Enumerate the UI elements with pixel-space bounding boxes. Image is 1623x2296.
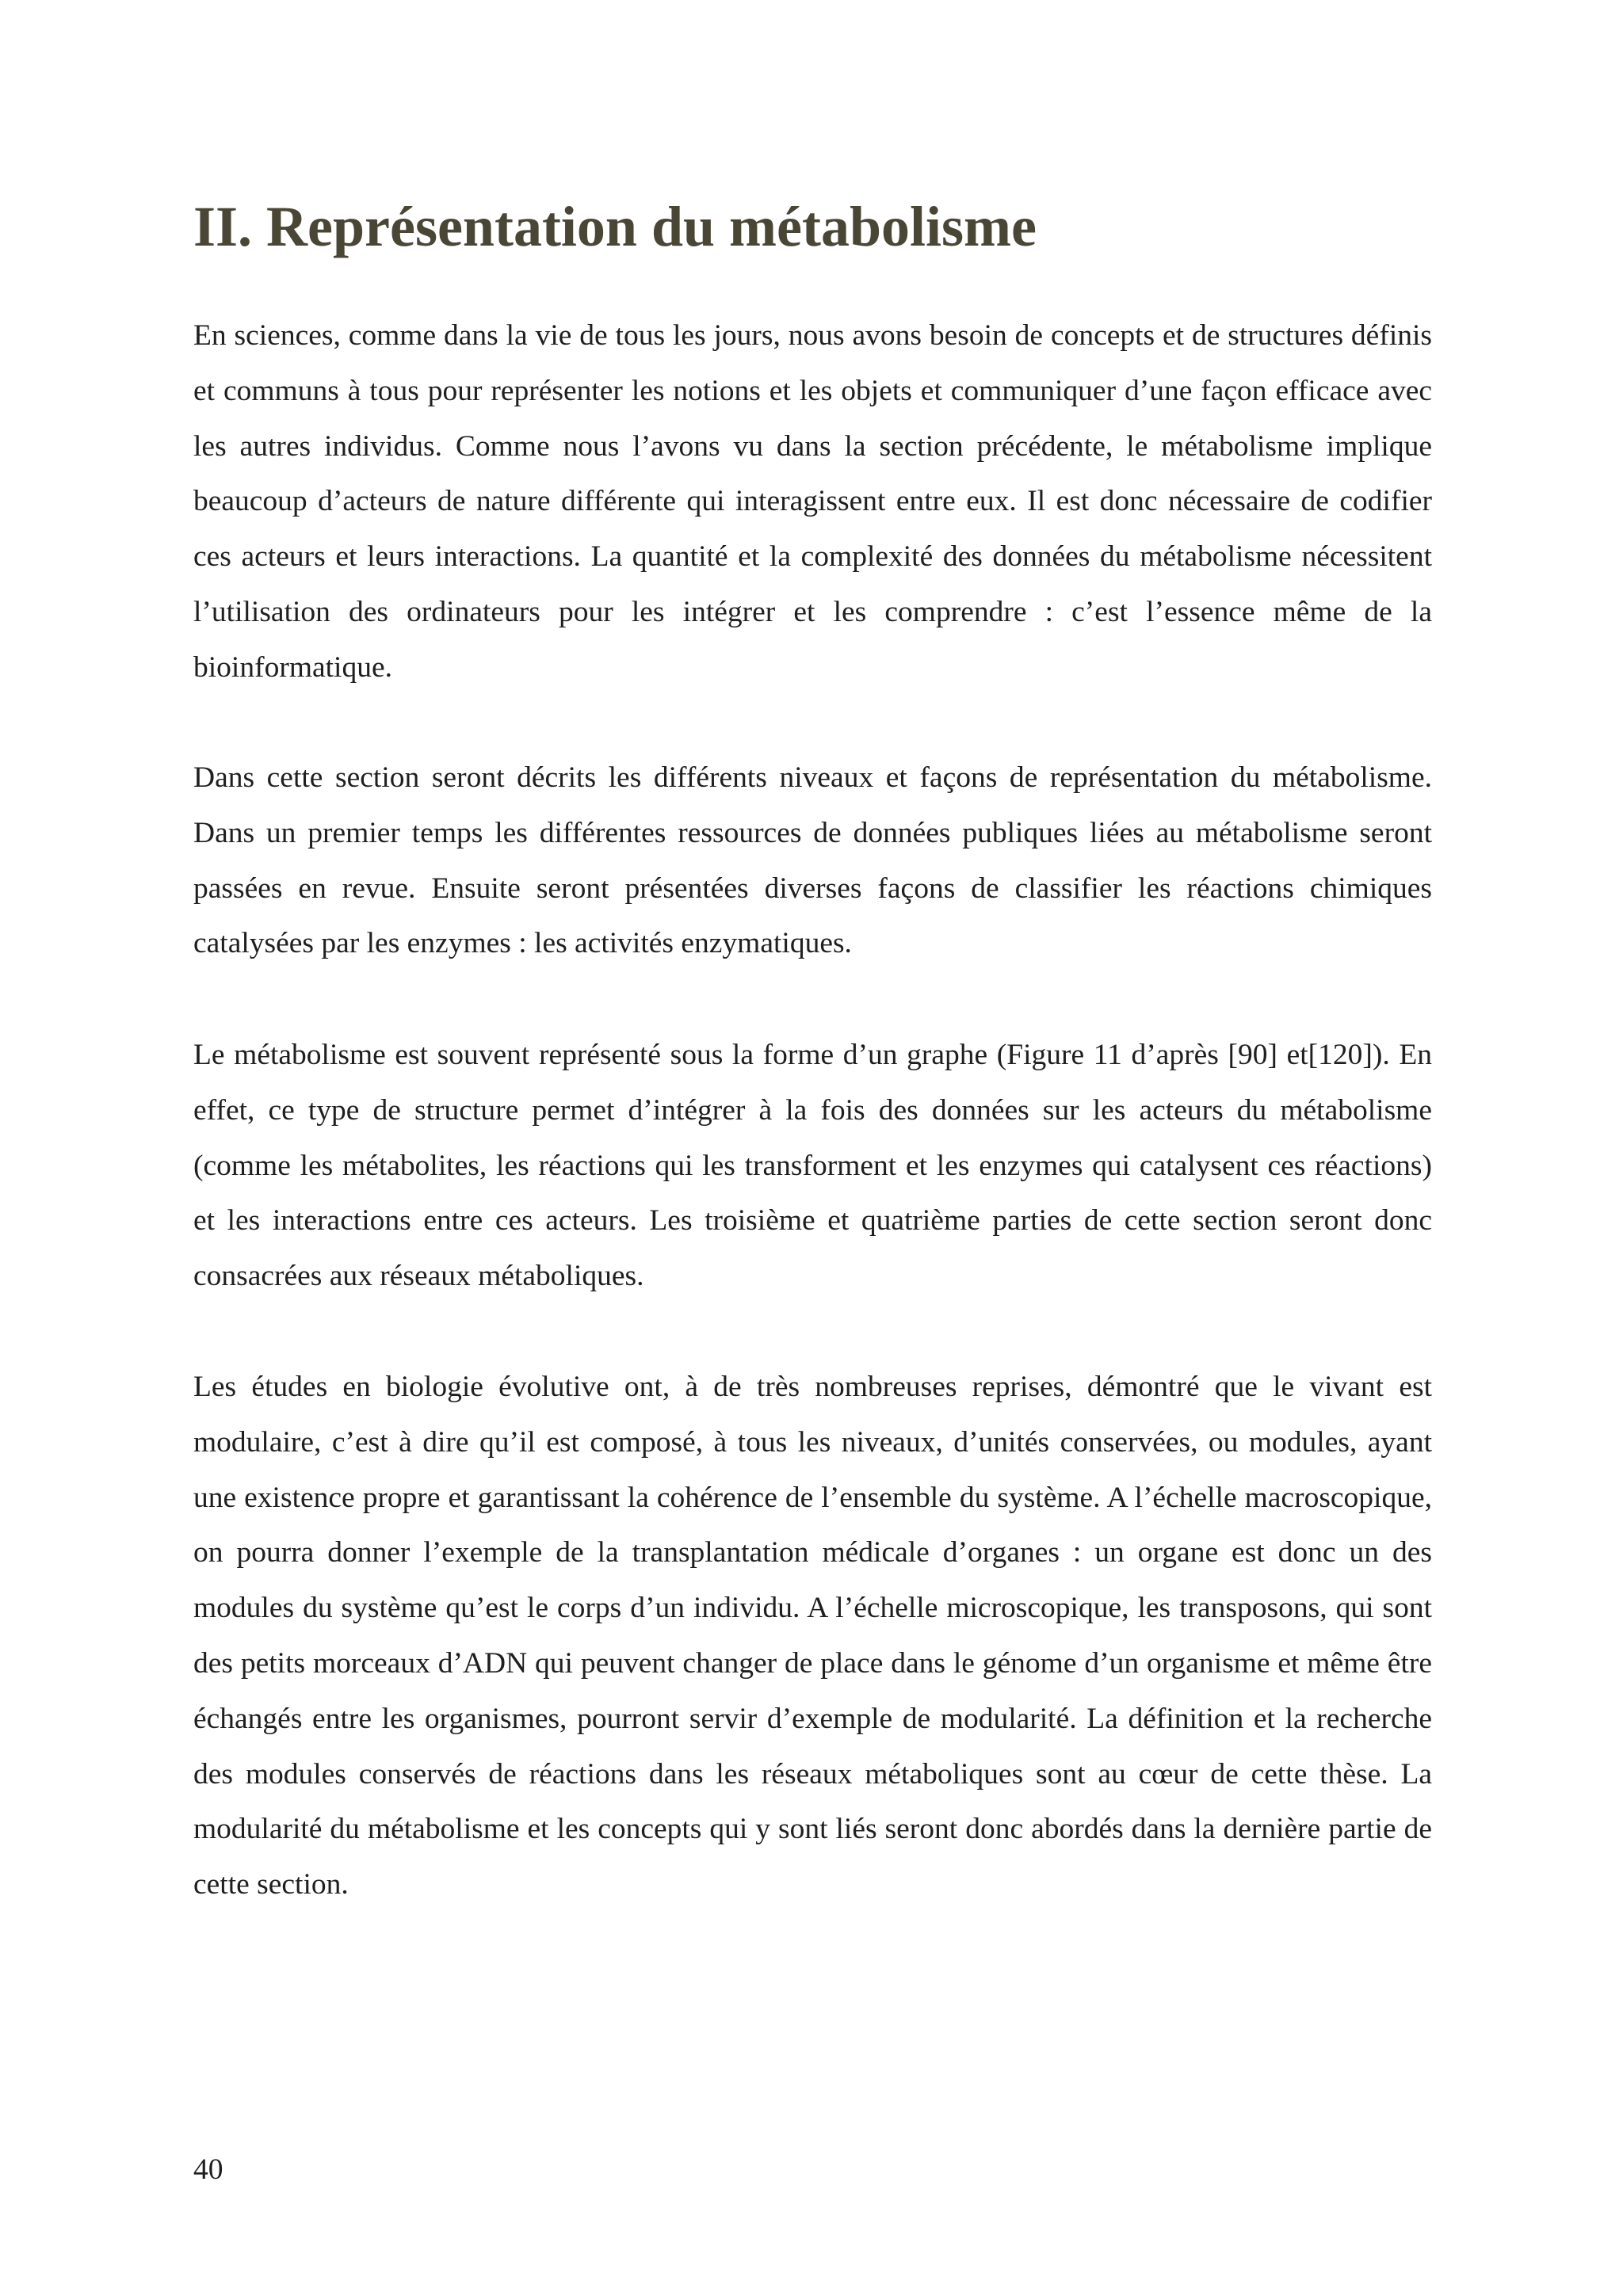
paragraph-metabolic-graph: Le métabolisme est souvent représenté sous la forme d’un graphe (Figure 11 d’après [90] et[120]). En effet, ce type de structure permet d’intégrer à la fois des données sur les acteurs du métabolisme (comme les métabolites, les réactions qui les transforment et les enzymes qui catalysent ces réactions) et les interactions entre ces acteurs. Les troisième et quatrième parties de cette section seront donc consacrées aux réseaux métaboliques.: [193, 1039, 1432, 1293]
paragraph-modularity: Les études en biologie évolutive ont, à de très nombreuses reprises, démontré que le vivant est modulaire, c’est à dire qu’il est composé, à tous les niveaux, d’unités conservées, ou modules, ayant une existence propre et garantissant la cohérence de l’ensemble du système. A l’échelle macroscopique, on pourra donner l’exemple de la transplantation médicale d’organes : un organe est donc un des modules du système qu’est le corps d’un individu. A l’échelle microscopique, les transposons, qui sont des petits morceaux d’ADN qui peuvent changer de place dans le génome d’un organisme et même être échangés entre les organismes, pourront servir d’exemple de modularité. La définition et la recherche des modules conservés de réactions dans les réseaux métaboliques sont au cœur de cette thèse. La modularité du métabolisme et les concepts qui y sont liés seront donc abordés dans la dernière partie de cette section.: [193, 1371, 1432, 1901]
page-number: 40: [193, 2153, 223, 2186]
paragraph-introduction: En sciences, comme dans la vie de tous les jours, nous avons besoin de concepts et de structures définis et communs à tous pour représenter les notions et les objets et communiquer d’une façon efficace avec les autres individus. Comme nous l’avons vu dans la section précédente, le métabolisme implique beaucoup d’acteurs de nature différente qui interagissent entre eux. Il est donc nécessaire de codifier ces acteurs et leurs interactions. La quantité et la complexité des données du métabolisme nécessitent l’utilisation des ordinateurs pour les intégrer et les comprendre : c’est l’essence même de la bioinformatique.: [193, 319, 1432, 684]
paragraph-section-overview: Dans cette section seront décrits les différents niveaux et façons de représentation du métabolisme. Dans un premier temps les différentes ressources de données publiques liées au métabolisme seront passées en revue. Ensuite seront présentées diverses façons de classifier les réactions chimiques catalysées par les enzymes : les activités enzymatiques.: [193, 761, 1432, 960]
section-title: II. Représentation du métabolisme: [193, 195, 1037, 258]
